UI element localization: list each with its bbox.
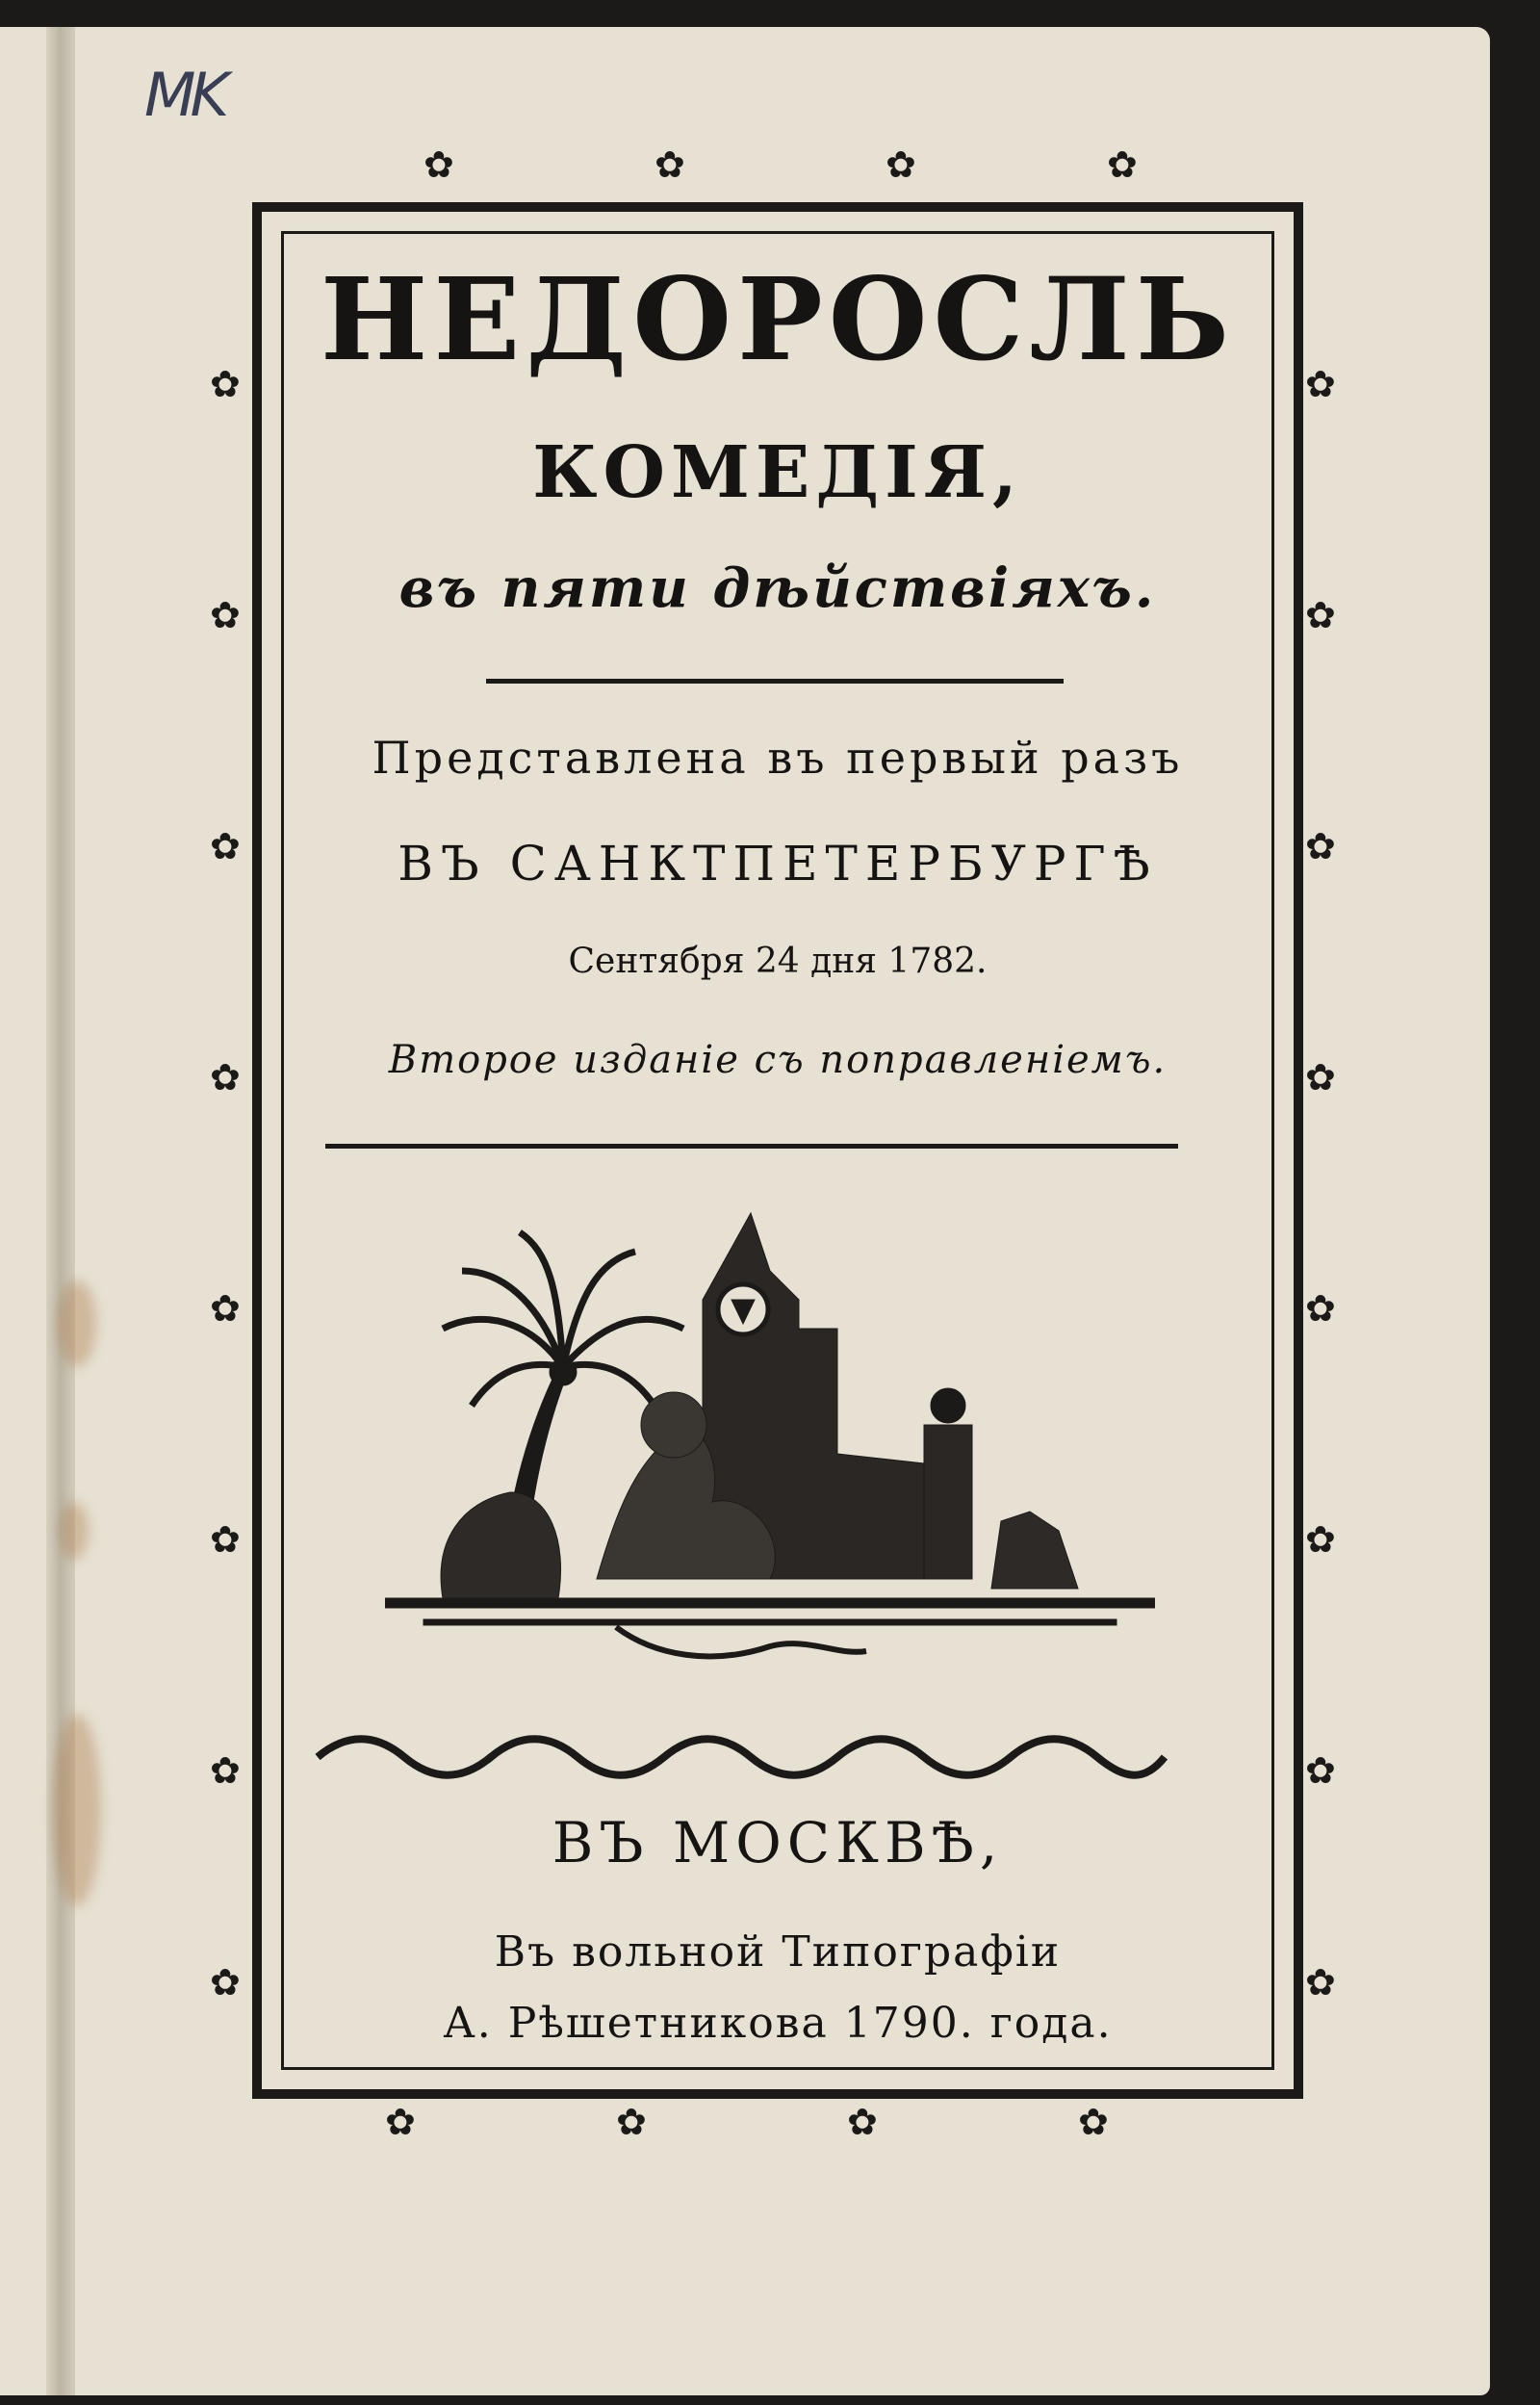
foxing-stain [53,1714,101,1906]
title-acts: въ пяти дѣйствіяхъ. [398,556,1157,620]
divider-rule [325,1144,1178,1149]
title-genre: КОМЕДІЯ, [532,431,1023,514]
flower-ornament-icon: ✿ [210,363,241,405]
imprint-place: ВЪ МОСКВѢ, [552,1810,1004,1875]
flower-ornament-icon: ✿ [210,1961,241,2004]
imprint-press: Въ вольной Типографіи [494,1927,1062,1977]
woodcut-vignette [385,1175,1155,1694]
flower-ornament-icon: ✿ [210,1287,241,1330]
flower-ornament-icon: ✿ [1305,363,1336,405]
flower-ornament-icon: ✿ [424,143,454,186]
imprint-publisher-year: А. Рѣшетникова 1790. года. [443,1999,1113,2048]
handwritten-mark: MK [144,60,224,130]
flower-ornament-icon: ✿ [847,2101,878,2143]
flower-ornament-icon: ✿ [210,1518,241,1561]
title-main: НЕДОРОСЛЬ [320,252,1236,386]
flower-ornament-icon: ✿ [1305,1961,1336,2004]
flower-ornament-icon: ✿ [210,594,241,636]
edition-note: Второе изданіе съ поправленіемъ. [388,1038,1168,1082]
divider-rule [486,679,1064,684]
flower-ornament-icon: ✿ [210,1749,241,1792]
flower-ornament-icon: ✿ [654,143,685,186]
performance-line: Представлена въ первый разъ [372,732,1184,784]
book-gutter [46,27,75,2395]
flower-ornament-icon: ✿ [1078,2101,1109,2143]
flower-ornament-icon: ✿ [886,143,916,186]
flower-ornament-icon: ✿ [210,825,241,867]
wave-ornament [308,1728,1174,1786]
performance-date: Сентября 24 дня 1782. [568,942,988,981]
flower-ornament-icon: ✿ [1305,594,1336,636]
foxing-stain [60,1502,89,1560]
flower-ornament-icon: ✿ [1305,1518,1336,1561]
flower-ornament-icon: ✿ [1305,825,1336,867]
flower-ornament-icon: ✿ [1305,1749,1336,1792]
flower-ornament-icon: ✿ [210,1056,241,1099]
flower-ornament-icon: ✿ [1305,1056,1336,1099]
foxing-stain [58,1280,96,1367]
flower-ornament-icon: ✿ [1305,1287,1336,1330]
flower-ornament-icon: ✿ [616,2101,647,2143]
flower-ornament-icon: ✿ [1107,143,1138,186]
performance-city: ВЪ САНКТПЕТЕРБУРГѢ [398,836,1158,892]
flower-ornament-icon: ✿ [385,2101,416,2143]
